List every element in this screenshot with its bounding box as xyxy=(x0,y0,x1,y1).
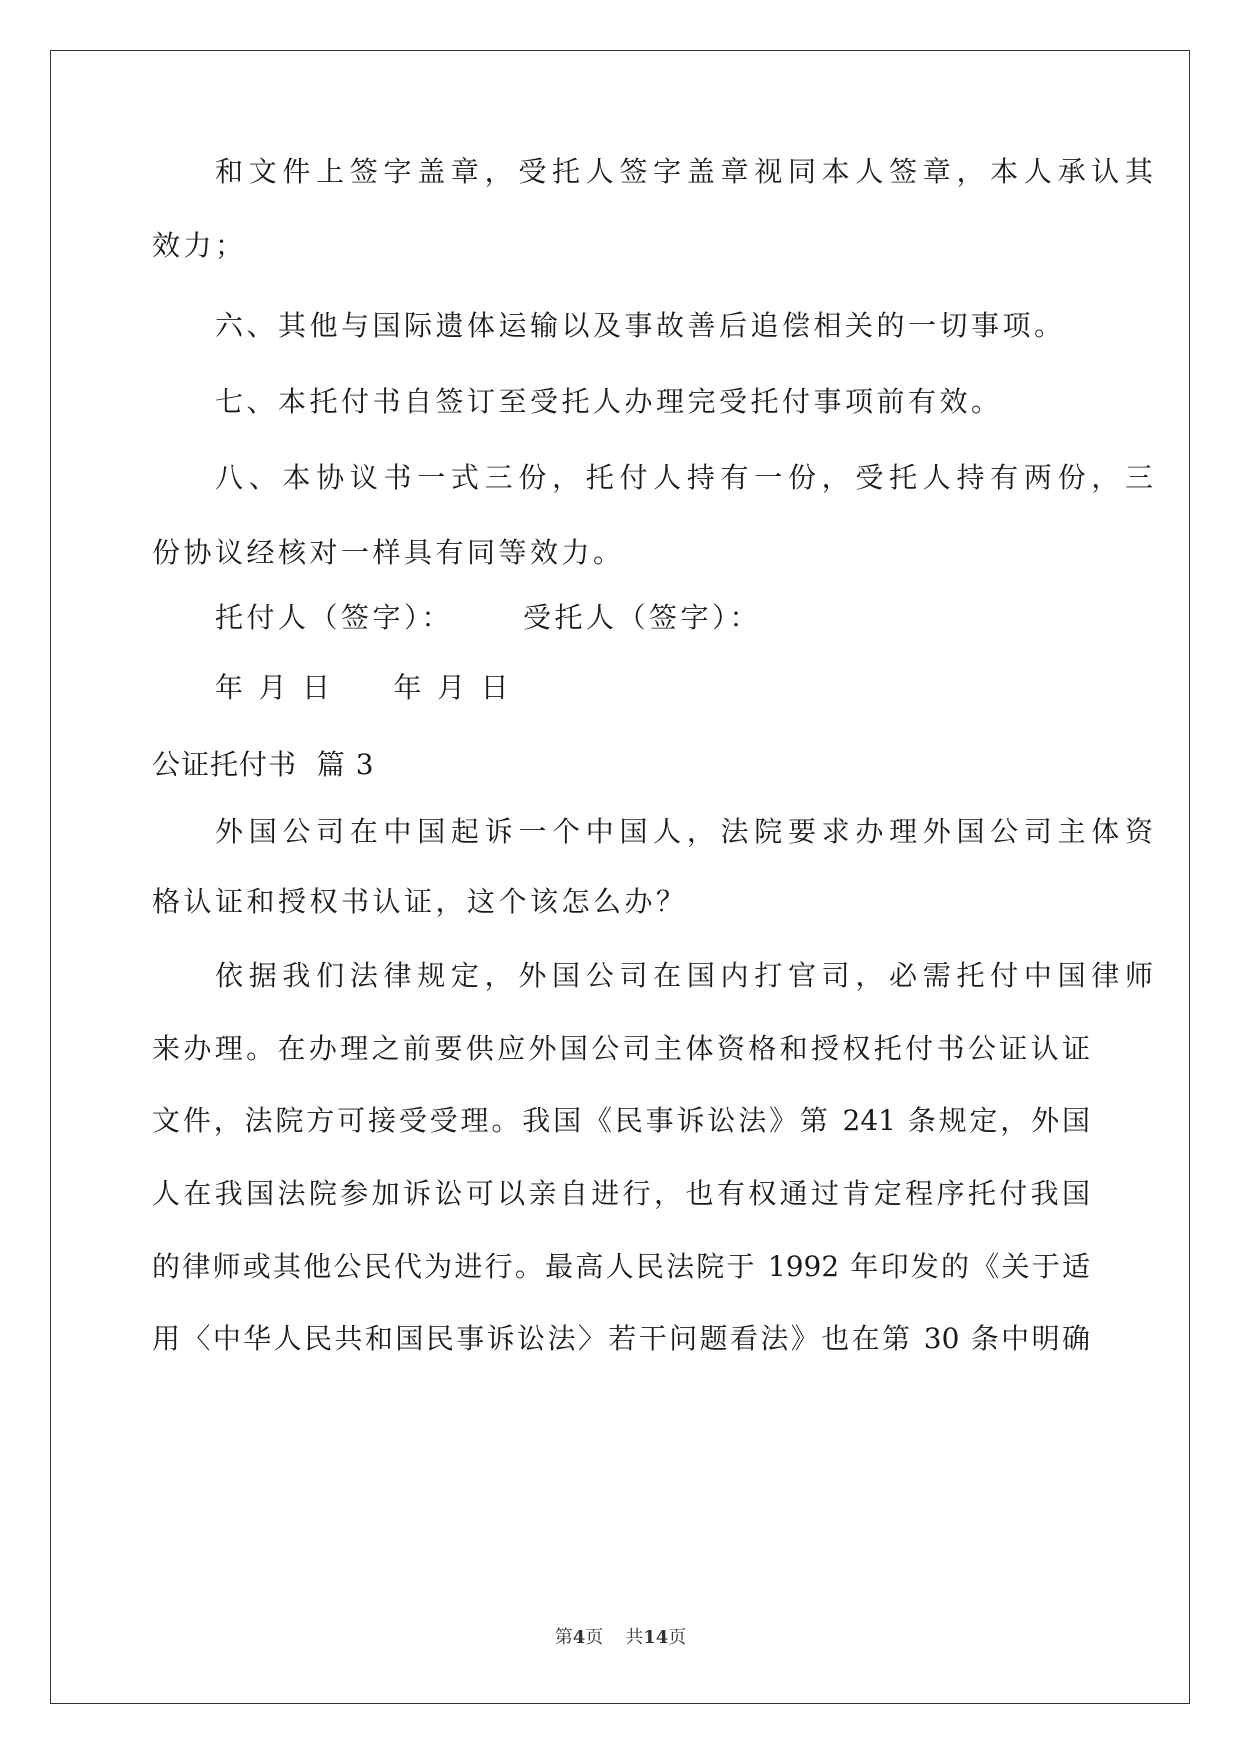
paragraph-line: 的律师或其他公民代为进行。最高人民法院于 1992 年印发的《关于适 xyxy=(152,1250,1090,1283)
signature-line xyxy=(152,598,1153,638)
footer-page-unit: 页 xyxy=(585,1627,604,1648)
footer-total-unit: 页 xyxy=(668,1627,687,1648)
principal-signature-label: 托付人（签字）： xyxy=(215,601,454,634)
total-pages: 14 xyxy=(643,1627,669,1648)
paragraph-line: 和文件上签字盖章，受托人签字盖章视同本人签章，本人承认其 xyxy=(215,155,1153,188)
page-border xyxy=(50,50,1190,1704)
paragraph-line: 效力； xyxy=(152,229,247,262)
footer-page-prefix: 第 xyxy=(554,1627,573,1648)
footer-total-prefix: 共 xyxy=(625,1627,644,1648)
principal-year: 年 xyxy=(215,671,247,704)
paragraph-line: 用〈中华人民共和国民事诉讼法〉若干问题看法》也在第 30 条中明确 xyxy=(152,1322,1090,1355)
agent-signature-label: 受托人（签字）： xyxy=(523,601,762,634)
paragraph-line: 八、本协议书一式三份，托付人持有一份，受托人持有两份，三 xyxy=(215,461,1153,494)
agent-day: 日 xyxy=(480,671,513,704)
paragraph-line: 人在我国法院参加诉讼可以亲自进行，也有权通过肯定程序托付我国 xyxy=(152,1177,1090,1210)
agent-year: 年 xyxy=(393,671,426,704)
agent-month: 月 xyxy=(437,671,469,704)
principal-month: 月 xyxy=(258,671,291,704)
paragraph-line: 份协议经核对一样具有同等效力。 xyxy=(152,536,625,569)
paragraph-line: 格认证和授权书认证，这个该怎么办？ xyxy=(152,885,688,918)
paragraph-line: 六、其他与国际遗体运输以及事故善后追偿相关的一切事项。 xyxy=(215,309,1066,342)
date-line xyxy=(152,668,1153,708)
paragraph-line: 依据我们法律规定，外国公司在国内打官司，必需托付中国律师 xyxy=(215,959,1153,992)
page-footer xyxy=(0,1626,1241,1650)
paragraph-line: 文件，法院方可接受受理。我国《民事诉讼法》第 241 条规定，外国 xyxy=(152,1104,1090,1137)
page-number: 4 xyxy=(572,1627,586,1648)
section-heading: 公证托付书 篇 3 xyxy=(152,748,375,781)
paragraph-line: 来办理。在办理之前要供应外国公司主体资格和授权托付书公证认证 xyxy=(152,1032,1090,1065)
principal-day: 日 xyxy=(302,671,334,704)
paragraph-line: 七、本托付书自签订至受托人办理完受托付事项前有效。 xyxy=(215,385,1003,418)
paragraph-line: 外国公司在中国起诉一个中国人，法院要求办理外国公司主体资 xyxy=(215,815,1153,848)
